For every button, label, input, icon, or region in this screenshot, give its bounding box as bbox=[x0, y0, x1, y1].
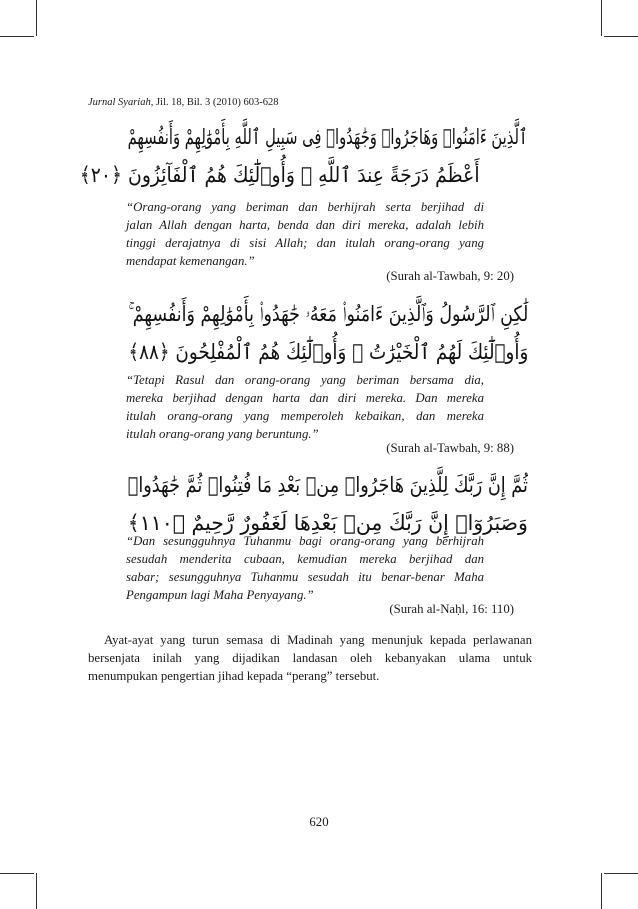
translation-verse-3 bbox=[126, 532, 484, 604]
crop-mark-bottom-left-h bbox=[0, 873, 34, 874]
translation-line: Pengampun lagi Maha Penyayang.” bbox=[126, 588, 314, 602]
arabic-verse-2 bbox=[47, 295, 528, 371]
arabic-verse-1 bbox=[0, 118, 528, 194]
crop-mark-top-right-h bbox=[604, 36, 638, 37]
translation-line: “Orang-orang yang beriman dan berhijrah serta berjihad di bbox=[126, 200, 484, 214]
crop-mark-bottom-right-v bbox=[601, 873, 602, 909]
verse-reference: (Surah al-Naḥl, 16: 110) bbox=[389, 602, 514, 616]
translation-line: “Dan sesungguhnya Tuhanmu bagi orang-orang yang berhijrah bbox=[126, 534, 484, 548]
translation-line: sabar; sesungguhnya Tuhanmu sesudah itu benar-benar Maha bbox=[126, 570, 484, 584]
translation-line: tinggi derajatnya di sisi Allah; dan itulah orang-orang yang bbox=[126, 236, 484, 250]
arabic-line: ثُمَّ إِنَّ رَبَّكَ لِلَّذِينَ هَاجَرُوا۟ مِنۢ بَعْدِ مَا فُتِنُوا۟ ثُمَّ جَٰهَدُوا۟ bbox=[127, 473, 528, 497]
arabic-line: وَأُو۟لَٰٓئِكَ لَهُمُ ٱلْخَيْرَٰتُ ۖ وَأُو۟لَٰٓئِكَ هُمُ ٱلْمُفْلِحُونَ ﴿٨٨﴾ bbox=[128, 340, 528, 364]
arabic-line: وَصَبَرُوٓا۟ إِنَّ رَبَّكَ مِنۢ بَعْدِهَا لَغَفُورٌ رَّحِيمٌ ﴿١١٠﴾ bbox=[127, 511, 528, 535]
crop-mark-bottom-left-v bbox=[36, 873, 37, 909]
body-line: Ayat-ayat yang turun semasa di Madinah yang menunjuk kepada perlawanan bbox=[104, 633, 532, 647]
translation-line: mendapat kemenangan.” bbox=[126, 254, 255, 268]
translation-line: sesudah menderita cubaan, kemudian mereka berjihad dan bbox=[126, 552, 484, 566]
translation-verse-1 bbox=[126, 198, 484, 270]
journal-details: , Jil. 18, Bil. 3 (2010) 603-628 bbox=[150, 97, 279, 108]
translation-line: mereka berjihad dengan harta dan diri mereka. Dan mereka bbox=[126, 391, 484, 405]
arabic-line: ٱلَّذِينَ ءَامَنُوا۟ وَهَاجَرُوا۟ وَجَٰهَدُوا۟ فِى سَبِيلِ ٱللَّهِ بِأَمْوَٰلِهِمْ وَأَنفُسِهِمْ bbox=[128, 125, 528, 149]
journal-title: Jurnal Syariah bbox=[88, 97, 151, 108]
translation-line: itulah orang-orang yang memperoleh kebaikan, dan mereka bbox=[126, 409, 484, 423]
translation-line: jalan Allah dengan harta, benda dan diri mereka, adalah lebih bbox=[126, 218, 484, 232]
body-line: menumpukan pengertian jihad kepada “perang” tersebut. bbox=[88, 669, 380, 683]
arabic-verse-3 bbox=[51, 466, 528, 542]
crop-mark-bottom-right-h bbox=[604, 873, 638, 874]
body-line: bersenjata inilah yang dijadikan landasan oleh kebanyakan ulama untuk bbox=[88, 651, 532, 665]
crop-mark-top-left-v bbox=[36, 0, 37, 36]
translation-line: “Tetapi Rasul dan orang-orang yang beriman bersama dia, bbox=[126, 373, 484, 387]
arabic-line: أَعْظَمُ دَرَجَةً عِندَ ٱللَّهِ ۚ وَأُو۟لَٰٓئِكَ هُمُ ٱلْفَآئِزُونَ ﴿٢٠﴾ bbox=[80, 163, 480, 187]
page-number: 620 bbox=[309, 815, 329, 829]
crop-mark-top-left-h bbox=[0, 36, 34, 37]
arabic-line: لَٰكِنِ ٱلرَّسُولُ وَٱلَّذِينَ ءَامَنُوا۟ مَعَهُۥ جَٰهَدُوا۟ بِأَمْوَٰلِهِمْ وَأَنفُسِهِمْ ۚ bbox=[127, 302, 528, 326]
translation-verse-2 bbox=[126, 371, 484, 443]
verse-reference: (Surah al-Tawbah, 9: 20) bbox=[386, 269, 514, 283]
verse-reference: (Surah al-Tawbah, 9: 88) bbox=[386, 441, 514, 455]
crop-mark-top-right-v bbox=[601, 0, 602, 36]
body-paragraph bbox=[88, 631, 532, 685]
translation-line: itulah orang-orang yang beruntung.” bbox=[126, 427, 319, 441]
running-head bbox=[88, 97, 278, 108]
